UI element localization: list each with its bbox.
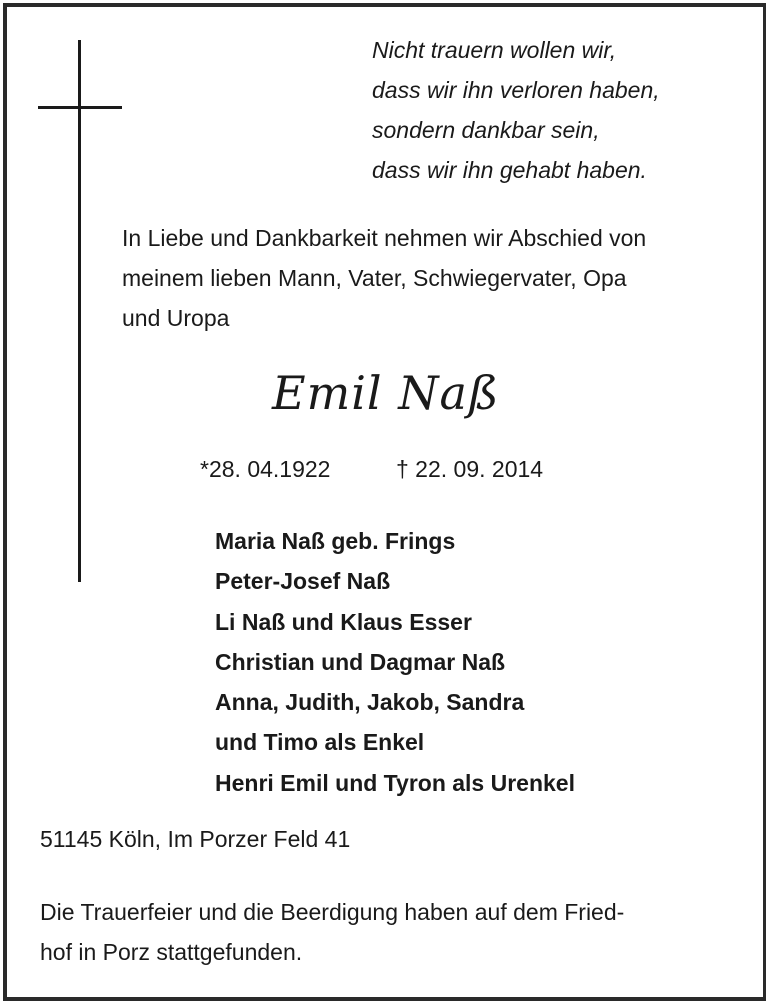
poem: [372, 30, 660, 190]
cross-bar: [38, 106, 122, 109]
death-date: † 22. 09. 2014: [396, 456, 544, 482]
family-member: Maria Naß geb. Frings: [215, 528, 456, 554]
family-member: Li Naß und Klaus Esser: [215, 608, 472, 635]
intro-text: [122, 218, 732, 338]
intro-line: In Liebe und Dankbarkeit nehmen wir Abschied von: [122, 225, 647, 251]
birth-date: *28. 04.1922: [200, 456, 331, 482]
cross-icon: [78, 40, 81, 582]
funeral-line: hof in Porz stattgefunden.: [40, 939, 303, 965]
funeral-note: [40, 892, 730, 972]
family-member: Peter-Josef Naß: [215, 568, 391, 595]
family-member: und Timo als Enkel: [215, 729, 425, 756]
deceased-name: Emil Naß: [272, 366, 500, 420]
funeral-line: Die Trauerfeier und die Beerdigung haben auf dem Fried-: [40, 899, 625, 925]
poem-line: sondern dankbar sein,: [372, 117, 600, 143]
intro-line: und Uropa: [122, 305, 230, 331]
intro-line: meinem lieben Mann, Vater, Schwiegervater, Opa: [122, 265, 627, 291]
poem-line: dass wir ihn gehabt haben.: [372, 157, 647, 183]
family-member: Henri Emil und Tyron als Urenkel: [215, 769, 575, 796]
family-list: [215, 521, 575, 803]
family-member: Anna, Judith, Jakob, Sandra: [215, 689, 525, 716]
poem-line: dass wir ihn verloren haben,: [372, 77, 660, 103]
family-member: Christian und Dagmar Naß: [215, 648, 506, 675]
poem-line: Nicht trauern wollen wir,: [372, 37, 617, 63]
address: 51145 Köln, Im Porzer Feld 41: [40, 826, 351, 852]
